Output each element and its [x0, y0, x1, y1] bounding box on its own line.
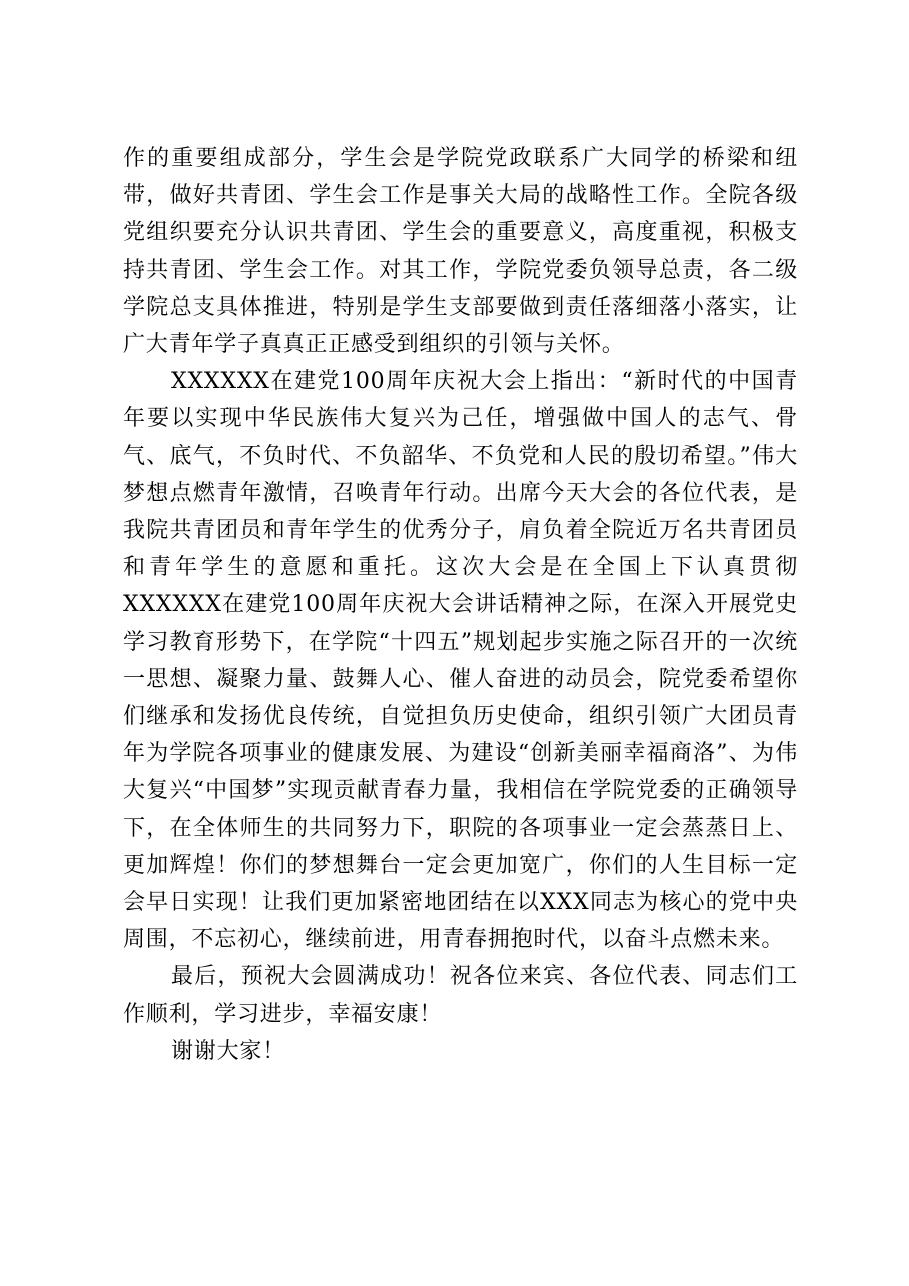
paragraph-thanks: 谢谢大家！ [171, 1038, 286, 1064]
paragraph-continuation: 作的重要组成部分，学生会是学院党政联系广大同学的桥梁和纽带，做好共青团、学生会工作是事关大局的战略性工作。全院各级党组织要充分认识共青团、学生会的重要意义，高度重视，积极支持共青团、学生会工作。对其工作，学院党委负领导总责，各二级学院总支具体推进，特别是学生支部要做到责任落细落小落实，让广大青年学子真真正正感受到组织的引领与关怀。 [123, 146, 798, 358]
paragraph-closing-wishes: 最后，预祝大会圆满成功！祝各位来宾、各位代表、同志们工作顺利，学习进步，幸福安康！ [123, 964, 798, 1027]
paragraph-speech-quote: XXXXXX在建党100周年庆祝大会上指出：“新时代的中国青年要以实现中华民族伟大复兴为己任，增强做中国人的志气、骨气、底气，不负时代、不负韶华、不负党和人民的殷切希望。”伟大梦想点燃青年激情，召唤青年行动。出席今天大会的各位代表，是我院共青团员和青年学生的优秀分子，肩负着全院近万名共青团员和青年学生的意愿和重托。这次大会是在全国上下认真贯彻XXXXXX在建党100周年庆祝大会讲话精神之际，在深入开展党史学习教育形势下，在学院“十四五”规划起步实施之际召开的一次统一思想、凝聚力量、鼓舞人心、催人奋进的动员会，院党委希望你们继承和发扬优良传统，自觉担负历史使命，组织引领广大团员青年为学院各项事业的健康发展、为建设“创新美丽幸福商洛”、为伟大复兴“中国梦”实现贡献青春力量，我相信在学院党委的正确领导下，在全体师生的共同努力下，职院的各项事业一定会蒸蒸日上、更加辉煌！你们的梦想舞台一定会更加宽广，你们的人生目标一定会早日实现！让我们更加紧密地团结在以XXX同志为核心的党中央周围，不忘初心，继续前进，用青春拥抱时代，以奋斗点燃未来。 [123, 369, 798, 953]
document-body [123, 140, 798, 1070]
